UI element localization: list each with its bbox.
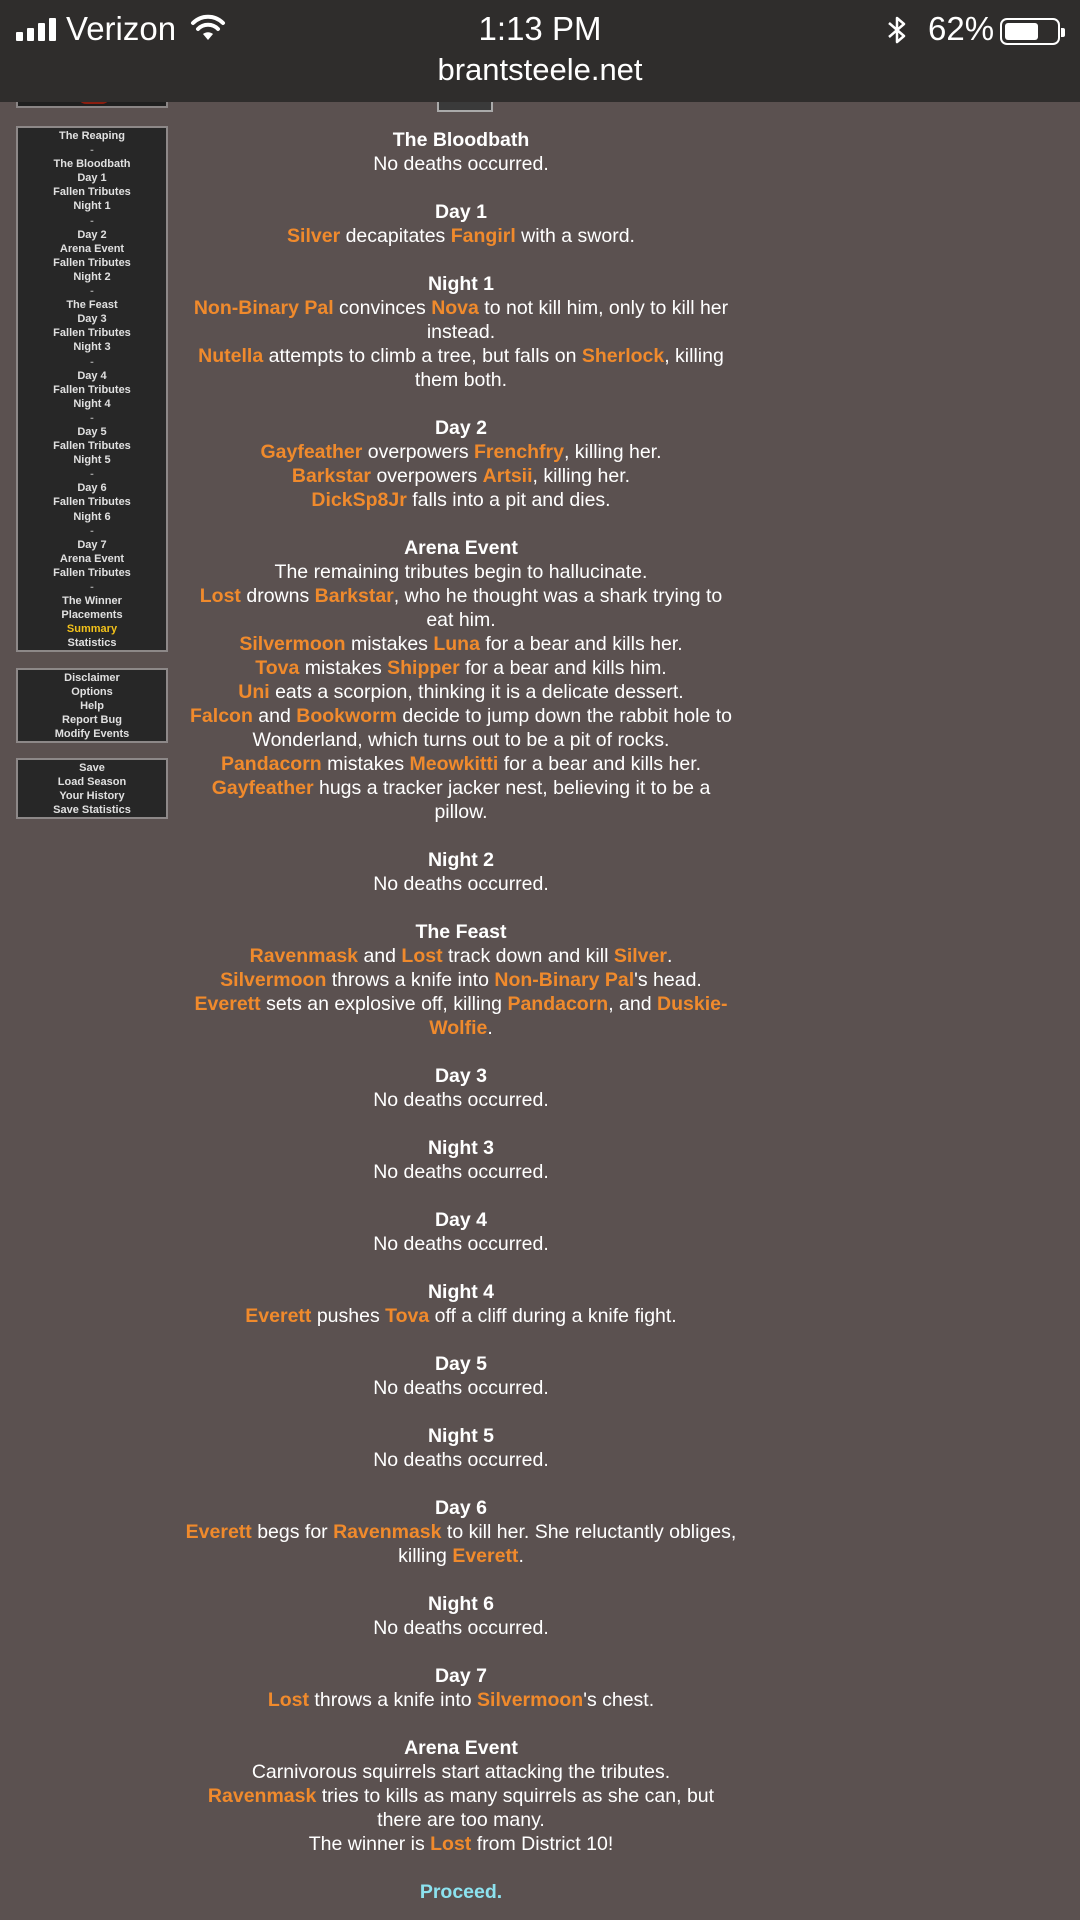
event-text: mistakes [299,657,388,679]
event-text: to kill her. She reluctantly obliges, killing [398,1521,737,1567]
event-text: 's head. [634,969,702,991]
summary-section-arena-event [184,1736,738,1856]
tribute-name: Tova [255,657,300,679]
nav-link-the-feast[interactable]: The Feast [66,299,118,312]
section-heading: Day 3 [434,1065,488,1087]
proceed-link[interactable]: Proceed. [419,1881,503,1903]
summary-section-night-5 [184,1424,738,1472]
tribute-name: Uni [238,681,270,703]
nav-link-day-1[interactable]: Day 1 [77,172,107,185]
event-text: throws a knife into [309,1689,478,1711]
event-text: 's chest. [583,1689,655,1711]
event-text: overpowers [362,441,474,463]
nav-link-modify-events[interactable]: Modify Events [54,728,130,741]
nav-link-options[interactable]: Options [71,686,113,699]
summary-section-the-bloodbath [184,128,738,176]
tribute-name: Gayfeather [211,777,314,799]
sidebar-save-nav [16,758,168,819]
summary-section-day-2 [184,416,738,512]
event-line [184,1304,738,1328]
event-text: No deaths occurred. [373,1617,549,1639]
summary-section-night-1 [184,272,738,392]
event-line [184,1160,738,1184]
nav-separator: - [90,524,94,537]
event-text: and [252,705,297,727]
event-text: convinces [333,297,432,319]
event-line [184,776,738,824]
battery-icon [1000,18,1060,45]
section-heading: Day 5 [434,1353,488,1375]
ios-status-bar [0,0,1080,102]
event-line [184,152,738,176]
event-line [184,1376,738,1400]
tribute-name: Bookworm [296,705,397,727]
tribute-name: Silvermoon [477,1689,584,1711]
event-line [184,1688,738,1712]
event-text: from District 10! [471,1833,614,1855]
section-heading: Night 6 [427,1593,495,1615]
tribute-name: Luna [433,633,480,655]
event-line [184,752,738,776]
event-line [184,968,738,992]
event-text: to not kill him, only to kill her instead. [426,297,729,343]
event-text: for a bear and kills her. [498,753,702,775]
event-line [184,632,738,656]
nav-separator: - [90,214,94,227]
event-text: , killing them both. [414,345,724,391]
nav-link-fallen-tributes[interactable]: Fallen Tributes [53,186,131,199]
event-text: , killing her. [532,465,631,487]
tribute-name: Barkstar [291,465,372,487]
carrier-label: Verizon [66,10,177,47]
nav-link-the-bloodbath[interactable]: The Bloodbath [53,158,131,171]
event-text: No deaths occurred. [373,1089,549,1111]
event-line [184,296,738,344]
nav-link-night-4[interactable]: Night 4 [73,397,111,410]
event-text: . [518,1545,524,1567]
tribute-name: Nova [431,297,479,319]
nav-link-day-2[interactable]: Day 2 [77,228,107,241]
nav-link-day-6[interactable]: Day 6 [77,482,107,495]
nav-link-night-5[interactable]: Night 5 [73,454,111,467]
event-text: track down and kill [442,945,614,967]
tribute-name: Barkstar [314,585,394,607]
event-line [184,488,738,512]
event-text: begs for [251,1521,334,1543]
nav-separator: - [90,355,94,368]
event-line [184,656,738,680]
event-text: overpowers [371,465,483,487]
tribute-name: Silver [613,945,667,967]
event-line [184,224,738,248]
event-text: Carnivorous squirrels start attacking the tributes. [251,1761,671,1783]
event-line [184,1448,738,1472]
tribute-name: Nutella [198,345,264,367]
tribute-name: Non-Binary Pal [193,297,334,319]
event-text: The remaining tributes begin to hallucinate. [274,561,648,583]
clock: 1:13 PM [478,10,602,47]
event-text: and [358,945,402,967]
event-line [184,1088,738,1112]
bluetooth-icon [886,14,908,51]
summary-section-night-4 [184,1280,738,1328]
battery-percent: 62% [928,10,995,47]
nav-separator: - [90,468,94,481]
event-text: , who he thought was a shark trying to eat him. [393,585,723,631]
tribute-name: Everett [452,1545,519,1567]
event-text: decide to jump down the rabbit hole to Wonderland, which turns out to be a pit of rocks. [252,705,732,751]
section-heading: Night 2 [427,849,495,871]
section-heading: Day 2 [434,417,488,439]
section-heading: Night 5 [427,1425,495,1447]
event-text: falls into a pit and dies. [406,489,611,511]
section-heading: Day 1 [434,201,488,223]
event-line [184,1520,738,1568]
tribute-name: Everett [194,993,261,1015]
sidebar-info-nav [16,668,168,743]
tribute-name: Lost [267,1689,310,1711]
nav-link-summary[interactable]: Summary [66,623,118,636]
tribute-name: Meowkitti [409,753,499,775]
event-text: throws a knife into [326,969,495,991]
nav-link-day-7[interactable]: Day 7 [77,538,107,551]
event-line [184,872,738,896]
event-text: , killing her. [563,441,662,463]
event-text: mistakes [345,633,434,655]
section-heading: Arena Event [404,1737,518,1759]
section-heading: The Feast [415,921,507,943]
nav-link-fallen-tributes[interactable]: Fallen Tributes [53,440,131,453]
tribute-name: Lost [401,945,443,967]
event-text: pushes [311,1305,386,1327]
nav-separator: - [90,411,94,424]
tribute-name: Frenchfry [474,441,564,463]
event-text: drowns [240,585,315,607]
event-text: No deaths occurred. [373,153,549,175]
event-text: tries to kills as many squirrels as she can, but there are too many. [316,1785,715,1831]
nav-link-fallen-tributes[interactable]: Fallen Tributes [53,327,131,340]
tribute-name: Duskie-Wolfie [429,993,728,1039]
nav-link-the-reaping[interactable]: The Reaping [58,130,125,142]
event-line [184,704,738,752]
event-line [184,440,738,464]
event-line [184,344,738,392]
tribute-name: DickSp8Jr [311,489,407,511]
tribute-name: Fangirl [450,225,516,247]
section-heading: Day 4 [434,1209,488,1231]
sidebar-season-nav [16,126,168,652]
summary-section-the-feast [184,920,738,1040]
summary-section-night-3 [184,1136,738,1184]
nav-link-night-3[interactable]: Night 3 [73,341,111,354]
address-bar-url[interactable]: brantsteele.net [437,52,643,87]
nav-link-your-history[interactable]: Your History [59,790,125,803]
summary-section-day-5 [184,1352,738,1400]
tribute-name: Tova [385,1305,430,1327]
nav-link-report-bug[interactable]: Report Bug [62,714,122,727]
event-text: for a bear and kills him. [459,657,667,679]
nav-link-fallen-tributes[interactable]: Fallen Tributes [53,256,131,269]
tribute-name: Artsii [482,465,533,487]
tribute-name: Everett [245,1305,312,1327]
event-text: eats a scorpion, thinking it is a delicate dessert. [269,681,684,703]
section-heading: Night 4 [427,1281,495,1303]
event-text: No deaths occurred. [373,1449,549,1471]
nav-link-disclaimer[interactable]: Disclaimer [64,672,120,684]
nav-link-fallen-tributes[interactable]: Fallen Tributes [53,496,131,509]
nav-link-placements[interactable]: Placements [61,609,123,622]
event-line [184,1784,738,1832]
summary-section-day-6 [184,1496,738,1568]
summary-section-day-3 [184,1064,738,1112]
event-line [184,464,738,488]
nav-link-arena-event[interactable]: Arena Event [59,552,125,565]
tribute-name: Gayfeather [260,441,363,463]
summary-section-arena-event [184,536,738,824]
nav-link-night-6[interactable]: Night 6 [73,510,111,523]
event-text: mistakes [321,753,410,775]
nav-link-fallen-tributes[interactable]: Fallen Tributes [53,383,131,396]
nav-link-day-5[interactable]: Day 5 [77,425,107,438]
event-line [184,1760,738,1784]
nav-link-fallen-tributes[interactable]: Fallen Tributes [53,566,131,579]
event-text: off a cliff during a knife fight. [429,1305,677,1327]
event-text: with a sword. [515,225,635,247]
event-text: attempts to climb a tree, but falls on [263,345,582,367]
summary-section-night-2 [184,848,738,896]
nav-link-night-1[interactable]: Night 1 [73,200,111,213]
tribute-name: Ravenmask [333,1521,442,1543]
event-text: decapitates [340,225,451,247]
event-line [184,1232,738,1256]
nav-link-day-4[interactable]: Day 4 [77,369,107,382]
nav-link-statistics[interactable]: Statistics [67,637,117,650]
event-text: for a bear and kills her. [479,633,683,655]
nav-link-help[interactable]: Help [80,700,104,713]
event-text: No deaths occurred. [373,1377,549,1399]
section-heading: Night 3 [427,1137,495,1159]
tribute-name: Silvermoon [239,633,346,655]
nav-separator: - [90,581,94,593]
nav-link-the-winner[interactable]: The Winner [62,595,122,608]
section-heading: Day 6 [434,1497,488,1519]
event-line [184,560,738,584]
tribute-name: Lost [430,1833,472,1855]
tribute-name: Falcon [190,705,253,727]
event-text: . [487,1017,493,1039]
summary-content [184,128,738,1904]
event-line [184,944,738,968]
nav-link-arena-event[interactable]: Arena Event [59,242,125,255]
nav-link-load-season[interactable]: Load Season [57,776,127,789]
section-heading: Day 7 [434,1665,488,1687]
event-text: , and [608,993,658,1015]
nav-link-night-2[interactable]: Night 2 [73,270,111,283]
event-text: The winner is [308,1833,431,1855]
section-heading: The Bloodbath [392,129,530,151]
tribute-name: Everett [185,1521,252,1543]
nav-link-day-3[interactable]: Day 3 [77,313,107,326]
tribute-name: Silvermoon [220,969,327,991]
summary-section-day-1 [184,200,738,248]
tribute-name: Non-Binary Pal [494,969,635,991]
event-line [184,1616,738,1640]
section-heading: Night 1 [427,273,495,295]
section-heading: Arena Event [404,537,518,559]
tribute-name: Pandacorn [220,753,322,775]
summary-section-day-7 [184,1664,738,1712]
nav-separator: - [90,144,94,157]
tribute-name: Ravenmask [207,1785,317,1807]
event-line [184,992,738,1040]
event-text: No deaths occurred. [373,873,549,895]
event-text: . [666,945,673,967]
nav-link-save[interactable]: Save [79,762,105,774]
event-text: hugs a tracker jacker nest, believing it to be a pillow. [313,777,711,823]
tribute-name: Lost [199,585,241,607]
event-line [184,584,738,632]
event-text: No deaths occurred. [373,1233,549,1255]
tribute-name: Silver [287,225,341,247]
tribute-name: Sherlock [581,345,665,367]
event-text: sets an explosive off, killing [260,993,508,1015]
summary-section-night-6 [184,1592,738,1640]
event-line [184,1832,738,1856]
event-line [184,680,738,704]
event-text: No deaths occurred. [373,1161,549,1183]
nav-separator: - [90,285,94,298]
tribute-name: Ravenmask [249,945,359,967]
tribute-name: Shipper [387,657,460,679]
tribute-name: Pandacorn [507,993,609,1015]
nav-link-save-statistics[interactable]: Save Statistics [53,804,131,817]
summary-section-day-4 [184,1208,738,1256]
